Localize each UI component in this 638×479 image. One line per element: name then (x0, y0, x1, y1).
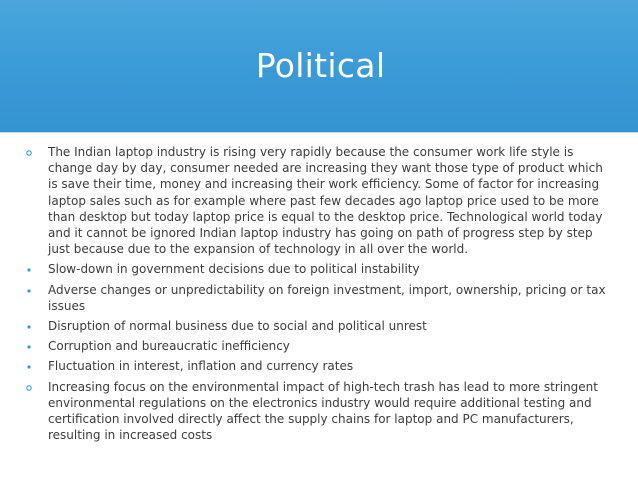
dot-bullet-icon (26, 267, 32, 273)
dot-bullet-icon (26, 288, 32, 294)
list-item (0, 261, 638, 277)
list-item (0, 318, 638, 334)
list-item (0, 379, 638, 444)
list-item (0, 338, 638, 354)
list-item-text: Increasing focus on the environmental impact of high-tech trash has lead to more stringent environmental regulations on the electronics industry would require additional testing and certification involved directly affect the supply chains for laptop and PC manufacturers, resulting in increased costs (48, 379, 598, 443)
ring-bullet-icon (26, 150, 32, 156)
ring-bullet-icon (26, 385, 32, 391)
list-item-text: Slow-down in government decisions due to political instability (48, 262, 420, 277)
list-item-text: Disruption of normal business due to social and political unrest (48, 319, 427, 334)
dot-bullet-icon (26, 324, 32, 330)
banner-divider (0, 132, 638, 133)
list-item (0, 282, 638, 314)
list-item (0, 358, 638, 374)
bullet-list (0, 144, 638, 443)
list-item-text: Corruption and bureaucratic inefficiency (48, 339, 290, 354)
list-item-text: The Indian laptop industry is rising very rapidly because the consumer work life style is change day by day, consumer needed are increasing they want those type of product which is save their time, money and increasing their work efficiency. Some of factor for increasing laptop sales such as for example where past few decades ago laptop price used to be more than desktop but today laptop price is equal to the desktop price. Technological world today and it cannot be ignored Indian laptop industry has going on path of progress step by step just because due to the expansion of technology in all over the world. (48, 145, 603, 257)
title-banner (0, 0, 638, 132)
list-item-text: Adverse changes or unpredictability on foreign investment, import, ownership, pricing or tax issues (48, 282, 606, 313)
list-item-text: Fluctuation in interest, inflation and currency rates (48, 359, 354, 374)
dot-bullet-icon (26, 364, 32, 370)
slide-title: Political (255, 46, 386, 85)
list-item (0, 144, 638, 257)
dot-bullet-icon (26, 344, 32, 350)
